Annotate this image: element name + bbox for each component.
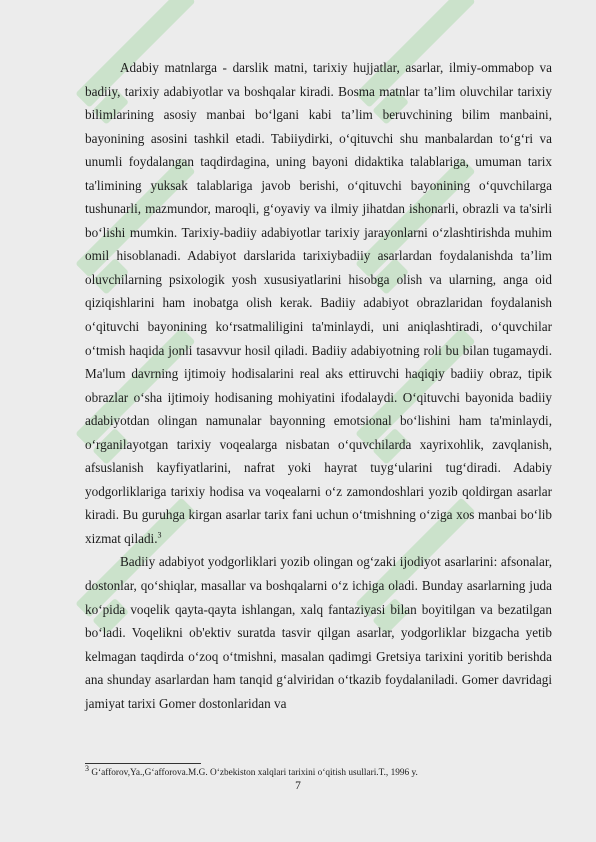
footnote-reference[interactable]: 3 [157,530,162,540]
paragraph-1-text: Adabiy matnlarga - darslik matni, tarixiy hujjatlar, asarlar, ilmiy-ommabop va badiiy, tarixiy adabiyotlar va boshqalar kiradi. Bosma matnlar ta’lim oluvchilar tarixiy bilimlarining asosiy manbai bo‘lgani kabi ta’lim beruvchining bilim manbaini, bayonining asosini tashkil etadi. Tabiiydirki, o‘qituvchi shu manbalardan to‘g‘ri va unumli foydalangan taqdirdagina, uning bayoni didaktika talablariga, umuman tarix ta'limining yuksak talablariga javob berishi, o‘qituvchi bayonining o‘quvchilarga tushunarli, mazmundor, maroqli, g‘oyaviy va ilmiy jihatdan ishonarli, obrazli va ta'sirli bo‘lishi mumkin. Tarixiy-badiiy adabiyotlar tarixiy jarayonlarni o‘zlashtirishda muhim omil hisoblanadi. Adabiyot darslarida tarixiybadiiy asarlardan foydalanishda ta’lim oluvchilarning psixologik yosh xususiyatlarini hisobga olish va ularning, anga oid qiziqishlarini ham inobatga olish kerak. Badiiy adabiyot obrazlaridan foydalanish o‘qituvchi bayonining ko‘rsatmaliligini ta'minlaydi, uni aniqlashtiradi, o‘quvchilar o‘tmish haqida jonli tasavvur hosil qiladi. Badiiy adabiyotning roli bu bilan tugamaydi. Ma'lum davrning ijtimoiy hodisalarini real aks ettiruvchi haqiqiy badiiy obraz, tipik obrazlar o‘sha ijtimoiy hodisaning mohiyatini ifodalaydi. O‘qituvchi bayonida badiiy adabiyotdan olingan namunalar bayonning emotsional bo‘lishini ham ta'minlaydi, o‘rganilayotgan tarixiy voqealarga nisbatan o‘quvchilarda xayrixohlik, zavqlanish, afsuslanish kayfiyatlarini, nafrat yoki hayrat tuyg‘ularini tug‘diradi. Adabiy yodgorliklariga tarixiy hodisa va voqealarni o‘z zamondoshlari yozib qoldirgan asarlar kiradi. Bu guruhga kirgan asarlar tarix fani uchun o‘tmishning o‘ziga xos manbai bo‘lib xizmat qiladi. [85,60,552,546]
paragraph-1 [85,56,552,550]
footnote [85,763,552,779]
paragraph-2 [85,550,552,715]
footnote-text: G‘afforov,Ya.,G‘afforova.M.G. O‘zbekiston xalqlari tarixini o‘qitish usullari.T., 1996 y. [89,768,418,778]
body-text [85,56,552,715]
paragraph-2-text: Badiiy adabiyot yodgorliklari yozib olingan og‘zaki ijodiyot asarlarini: afsonalar, dostonlar, qo‘shiqlar, masallar va boshqalarni o‘z ichiga oladi. Bunday asarlarning juda ko‘pida voqelik qayta-qayta ishlangan, xalq fantaziyasi bilan boyitilgan va bezatilgan bo‘ladi. Voqelikni ob'ektiv suratda tasvir qilgan asarlar, yodgorliklar bizgacha yetib kelmagan taqdirda o‘zoq o‘tmishni, masalan qadimgi Gretsiya tarixini yoritib berishda ana shunday asarlardan ham tanqid g‘alviridan o‘tkazib foydalaniladi. Gomer davridagi jamiyat tarixi Gomer dostonlaridan va [85,554,552,711]
footnote-marker: 3 [85,763,89,773]
footnote-divider [85,763,201,764]
page-number: 7 [295,780,301,792]
